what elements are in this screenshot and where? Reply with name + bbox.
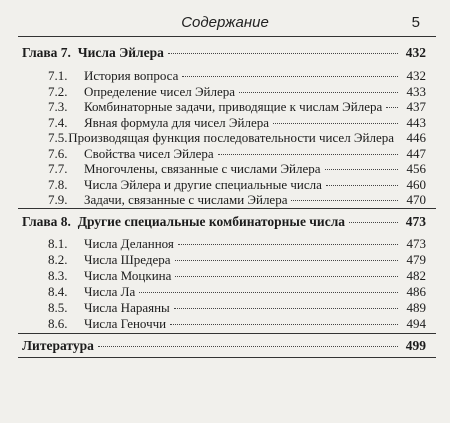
section-title: Явная формула для чисел Эйлера (84, 114, 269, 130)
section-number: 7.1. (48, 68, 68, 83)
section-page: 433 (406, 83, 426, 99)
header-title: Содержание (181, 14, 269, 31)
section-page: 443 (406, 114, 426, 130)
leader-dots (273, 123, 398, 124)
leader-dots (182, 76, 398, 77)
section-page: 432 (406, 68, 426, 83)
chapter-number: Глава 7. (22, 45, 71, 60)
section-page: 473 (406, 236, 426, 251)
section-number: 8.3. (48, 268, 68, 283)
leader-dots (139, 292, 398, 293)
leader-dots (98, 346, 398, 347)
section-title: Числа Геноччи (84, 316, 167, 331)
leader-dots (175, 276, 398, 277)
leader-dots (326, 185, 398, 186)
section-page: 489 (406, 300, 426, 315)
section-number: 8.1. (48, 236, 68, 251)
leader-dots (349, 222, 398, 223)
section-divider (18, 208, 436, 209)
toc-section-8-5 (48, 300, 426, 316)
toc-chapter-7 (22, 45, 426, 61)
section-page: 479 (406, 252, 426, 267)
section-number: 7.8. (48, 176, 68, 192)
section-page: 460 (406, 176, 426, 192)
section-page: 494 (406, 316, 426, 331)
leader-dots (291, 200, 398, 201)
section-number: 8.5. (48, 300, 68, 315)
section-title: Числа Шредера (84, 252, 171, 267)
toc-section-8-1 (48, 236, 426, 252)
chapter-number: Глава 8. (22, 214, 71, 229)
toc-section-7-8 (48, 177, 426, 193)
chapter-page: 499 (405, 338, 426, 353)
toc-section-7-1 (48, 68, 426, 84)
toc-section-8-6 (48, 316, 426, 332)
section-title: Определение чисел Эйлера (84, 83, 236, 99)
toc-section-7-6 (48, 146, 426, 162)
section-page: 470 (406, 192, 426, 207)
header-page-number: 5 (411, 14, 420, 31)
section-page: 446 (406, 130, 426, 145)
section-title: Свойства чисел Эйлера (84, 145, 214, 161)
section-number: 8.2. (48, 252, 68, 267)
chapter-page: 473 (405, 214, 426, 229)
section-title: Числа Деланноя (84, 236, 174, 251)
section-title: История вопроса (84, 68, 179, 83)
chapter-title: Литература (22, 338, 94, 353)
section-title: Числа Моцкина (84, 268, 172, 283)
leader-dots (175, 260, 398, 261)
toc-section-8-2 (48, 252, 426, 268)
toc-section-7-9 (48, 192, 426, 208)
section-number: 7.9. (48, 192, 68, 207)
toc-section-7-3 (48, 99, 426, 115)
section-page: 447 (406, 145, 426, 161)
section-title: Числа Ла (84, 284, 136, 299)
toc-section-7-5 (48, 130, 426, 146)
toc-section-7-2 (48, 84, 426, 100)
toc-section-7-7 (48, 161, 426, 177)
chapter-page: 432 (405, 45, 426, 60)
leader-dots (168, 53, 398, 54)
leader-dots (239, 92, 398, 93)
section-number: 7.2. (48, 83, 68, 99)
section-title: Числа Нараяны (84, 300, 170, 315)
section-title: Задачи, связанные с числами Эйлера (84, 192, 288, 207)
running-header (0, 0, 450, 40)
section-title: Многочлены, связанные с числами Эйлера (84, 161, 321, 176)
section-title: Комбинаторные задачи, приводящие к числам Эйлера (84, 99, 383, 114)
section-page: 437 (406, 99, 426, 114)
toc-section-7-4 (48, 115, 426, 131)
toc-section-8-4 (48, 284, 426, 300)
section-title: Числа Эйлера и другие специальные числа (84, 176, 322, 192)
leader-dots (325, 169, 398, 170)
section-number: 7.5. (48, 130, 68, 145)
leader-dots (174, 308, 398, 309)
toc-chapter-8 (22, 214, 426, 230)
section-page: 482 (406, 268, 426, 283)
toc-section-8-3 (48, 268, 426, 284)
section-page: 486 (406, 284, 426, 299)
section-divider (18, 357, 436, 358)
section-number: 7.6. (48, 145, 68, 161)
section-page: 456 (406, 161, 426, 176)
section-title: Производящая функция последовательности чисел Эйлера (68, 130, 394, 145)
chapter-title: Другие специальные комбинаторные числа (77, 214, 346, 229)
section-number: 7.7. (48, 161, 68, 176)
section-number: 7.3. (48, 99, 68, 114)
leader-dots (178, 244, 398, 245)
leader-dots (386, 107, 398, 108)
section-number: 8.4. (48, 284, 68, 299)
leader-dots (170, 324, 398, 325)
header-rule (18, 36, 436, 37)
section-number: 7.4. (48, 114, 68, 130)
chapter-title: Числа Эйлера (77, 45, 164, 60)
section-number: 8.6. (48, 316, 68, 331)
section-divider (18, 333, 436, 334)
leader-dots (218, 154, 398, 155)
toc-literature (22, 338, 426, 354)
